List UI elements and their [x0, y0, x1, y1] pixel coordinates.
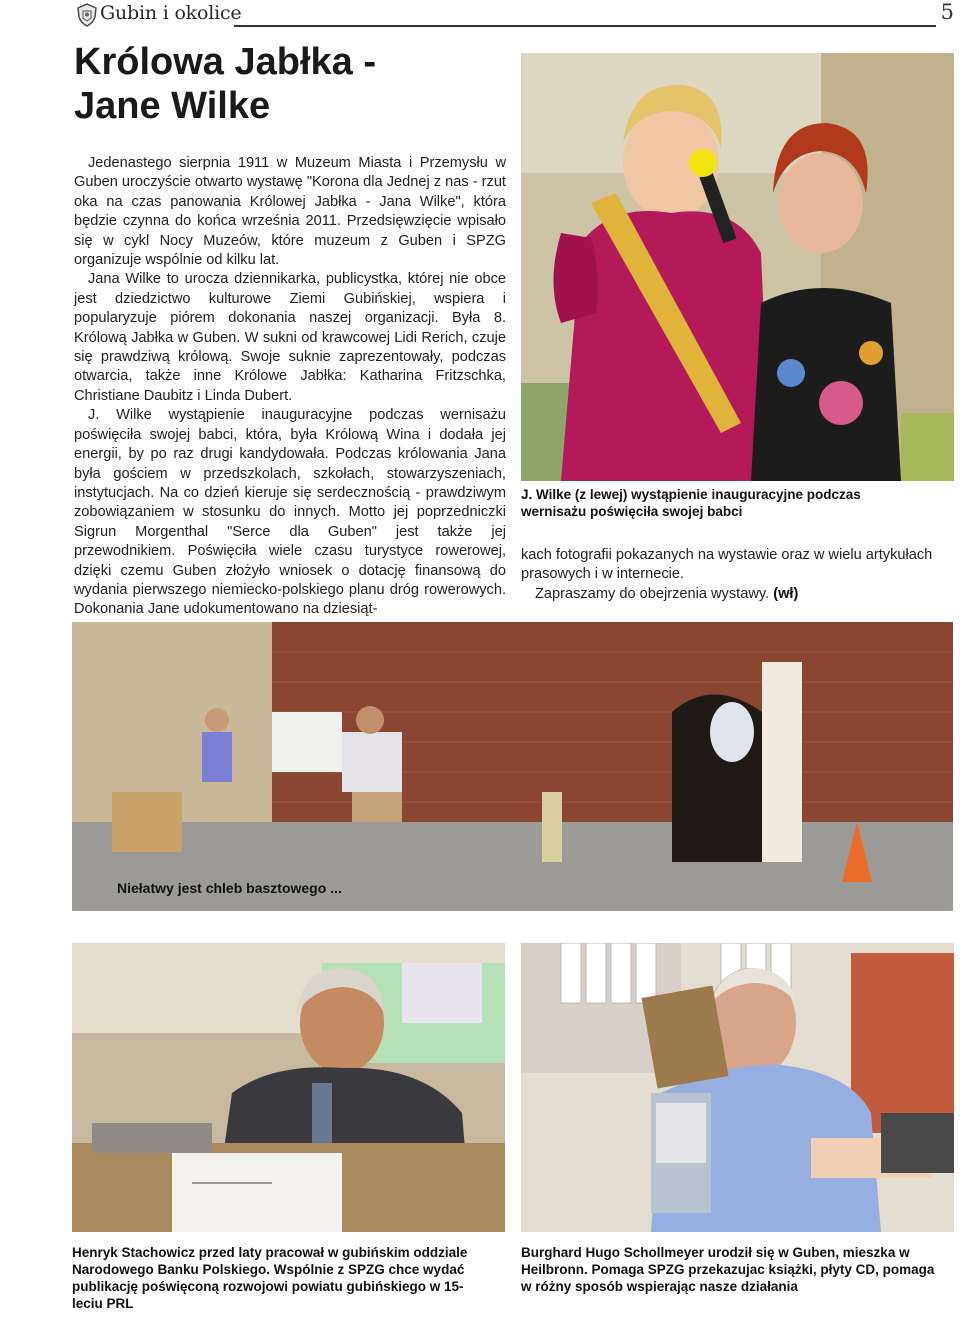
author-signature: (wł) [773, 585, 799, 602]
photo-burghard-image [521, 943, 954, 1232]
photo-tower [72, 622, 953, 911]
caption-burghard-photo: Burghard Hugo Schollmeyer urodził się w Guben, mieszka w Heilbronn. Pomaga SPZG przekazujac książki, płyty CD, pomaga w różny sposób wspierając nasze działania [521, 1245, 935, 1294]
invitation-text: Zapraszamy do obejrzenia wystawy. [535, 585, 770, 602]
photo-apple-queen [521, 53, 954, 481]
page-number: 5 [940, 0, 954, 24]
caption-henryk-photo: Henryk Stachowicz przed laty pracował w gubińskim oddziale Narodowego Banku Polskiego. Wspólnie z SPZG chce wydać publikację poświęconą rozwojowi powiatu gubińskiego w 15-leciu PRL [72, 1245, 468, 1311]
title-line-2: Jane Wilke [74, 85, 271, 127]
article-body [74, 154, 506, 620]
caption-tower-photo: Niełatwy jest chleb basztowego ... [117, 880, 342, 896]
article-continuation [521, 546, 953, 604]
caption-queen-photo: J. Wilke (z lewej) wystąpienie inauguracyjne podczas wernisażu poświęciła swojej babci [521, 487, 861, 519]
article-title [74, 40, 514, 128]
header-rule [234, 25, 936, 27]
photo-burghard [521, 943, 954, 1232]
section-title: Gubin i okolice [100, 2, 242, 24]
photo-henryk [72, 943, 505, 1232]
photo-henryk-image [72, 943, 505, 1232]
invitation-line [521, 585, 953, 604]
town-crest-icon [76, 3, 98, 27]
article-paragraph: Jedenastego sierpnia 1911 w Muzeum Miasta i Przemysłu w Guben uroczyście otwarto wystawę "Korona dla Jednej z nas - rzut oka na czas panowania Królowej Jabłka - Jana Wilke", która będzie czynna do końca września 2011. Przedsięwzięcie wpisało się w cykl Nocy Muzeów, które muzeum z Guben i SPZG organizuje wspólnie od kilku lat. [74, 155, 506, 269]
title-line-1: Królowa Jabłka - [74, 41, 376, 83]
photo-apple-queen-image [521, 53, 954, 481]
continuation-text: kach fotografii pokazanych na wystawie oraz w wielu artykułach prasowych i w internecie. [521, 547, 933, 583]
page-header [74, 0, 954, 30]
article-paragraph: Jana Wilke to urocza dziennikarka, publicystka, której nie obce jest dziedzictwo kulturowe Ziemi Gubińskiej, wspiera i popularyzuje piórem dokonania naszej organizacji. Była 8. Królową Jabłka w Guben. W sukni od krawcowej Lidi Rerich, czuje się prawdziwą królową. Swoje suknie zaprezentowały, podczas otwarcia, także inne Królowe Jabłka: Katharina Fritzschka, Christiane Daubitz i Linda Dubert. [74, 271, 506, 404]
photo-tower-image [72, 622, 953, 911]
article-paragraph: J. Wilke wystąpienie inauguracyjne podczas wernisażu poświęciła swojej babci, która, była Królową Wina i dodała jej energii, by po raz drugi kandydowała. Podczas królowania Jana była gościem w przedszkolach, szkołach, stowarzyszeniach, instytucjach. Na co dzień kieruje się serdecznością - prawdziwym zobowiązaniem w stosunku do innych. Motto jej poprzedniczki Sigrun Morgenthal "Serce dla Guben" jest także jej przewodnikiem. Poświęciła wiele czasu turystyce rowerowej, dzięki czemu Guben złożyło wniosek o dotację finansową do wydania pierwszego niemiecko-polskiego planu dróg rowerowych. Dokonania Jane udokumentowano na dziesiąt- [74, 407, 506, 618]
